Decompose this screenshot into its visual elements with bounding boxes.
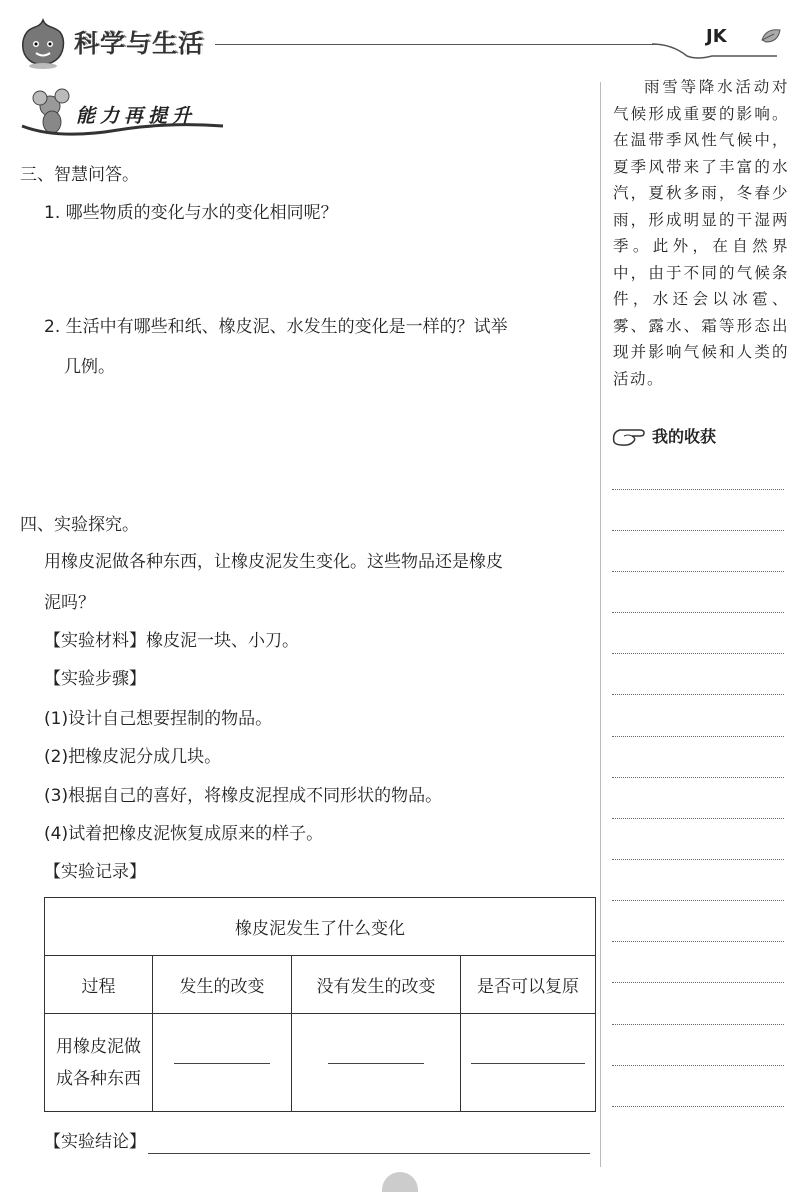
pointing-hand-icon	[610, 422, 652, 448]
note-line[interactable]	[612, 530, 784, 531]
table-header-cell: 没有发生的改变	[292, 956, 461, 1014]
conclusion-answer-line[interactable]	[148, 1153, 590, 1154]
materials: 【实验材料】橡皮泥一块、小刀。	[44, 631, 299, 651]
answer-cell[interactable]	[461, 1014, 596, 1112]
sidebar-note	[613, 74, 789, 392]
answer-cell[interactable]	[292, 1014, 461, 1112]
step-item: (2)把橡皮泥分成几块。	[44, 747, 222, 767]
record-table	[44, 897, 596, 1112]
table-row	[45, 1014, 596, 1112]
note-line[interactable]	[612, 818, 784, 819]
note-line[interactable]	[612, 900, 784, 901]
intro-line1: 用橡皮泥做各种东西，让橡皮泥发生变化。这些物品还是橡皮	[44, 552, 503, 572]
table-header-cell: 过程	[45, 956, 153, 1014]
row-label-line1: 用橡皮泥做	[56, 1036, 141, 1057]
note-line[interactable]	[612, 859, 784, 860]
note-line[interactable]	[612, 694, 784, 695]
table-caption: 橡皮泥发生了什么变化	[45, 898, 596, 956]
table-row	[45, 956, 596, 1014]
note-line[interactable]	[612, 612, 784, 613]
question-1: 1. 哪些物质的变化与水的变化相同呢？	[44, 203, 338, 223]
question-2-line2: 几例。	[64, 357, 115, 377]
badge-label: 能力再提升	[76, 105, 197, 127]
note-line[interactable]	[612, 571, 784, 572]
note-line[interactable]	[612, 736, 784, 737]
note-line[interactable]	[612, 1106, 784, 1107]
harvest-label: 我的收获	[652, 427, 717, 446]
section3-title: 三、智慧问答。	[20, 165, 139, 185]
step-item: (3)根据自己的喜好，将橡皮泥捏成不同形状的物品。	[44, 786, 443, 806]
note-line[interactable]	[612, 1065, 784, 1066]
question-2-line1: 2. 生活中有哪些和纸、橡皮泥、水发生的变化是一样的？试举	[44, 317, 508, 337]
intro-line2: 泥吗？	[44, 593, 95, 613]
step-item: (4)试着把橡皮泥恢复成原来的样子。	[44, 824, 324, 844]
step-item: (1)设计自己想要捏制的物品。	[44, 709, 273, 729]
table-header-cell: 发生的改变	[153, 956, 292, 1014]
steps-title: 【实验步骤】	[44, 669, 146, 689]
note-line[interactable]	[612, 1024, 784, 1025]
page-header	[0, 0, 800, 80]
answer-blank[interactable]	[174, 1062, 270, 1064]
leaf-icon	[760, 26, 784, 46]
table-header-cell: 是否可以复原	[461, 956, 596, 1014]
note-line[interactable]	[612, 777, 784, 778]
note-line[interactable]	[612, 982, 784, 983]
sidebar-paragraph: 雨雪等降水活动对气候形成重要的影响。在温带季风性气候中，夏季风带来了丰富的水汽，夏秋多雨，冬春少雨，形成明显的干湿两季。此外，在自然界中，由于不同的气候条件，水还会以冰雹、雾、露水、霜等形态出现并影响气候和人类的活动。	[613, 78, 789, 388]
note-line[interactable]	[612, 489, 784, 490]
note-line[interactable]	[612, 653, 784, 654]
row-label-cell	[45, 1014, 153, 1112]
note-line[interactable]	[612, 941, 784, 942]
mascot-icon	[16, 16, 70, 70]
header-rule	[215, 44, 660, 45]
answer-blank[interactable]	[328, 1062, 424, 1064]
record-title: 【实验记录】	[44, 862, 146, 882]
answer-cell[interactable]	[153, 1014, 292, 1112]
brand-title: 科学与生活	[74, 29, 205, 58]
row-label-line2: 成各种东西	[56, 1068, 141, 1089]
book-code: JK	[706, 26, 727, 47]
conclusion-label: 【实验结论】	[44, 1132, 146, 1152]
answer-blank[interactable]	[471, 1062, 585, 1064]
column-divider	[600, 82, 601, 1167]
table-row	[45, 898, 596, 956]
section4-title: 四、实验探究。	[20, 515, 139, 535]
page-number-tab	[382, 1172, 418, 1192]
